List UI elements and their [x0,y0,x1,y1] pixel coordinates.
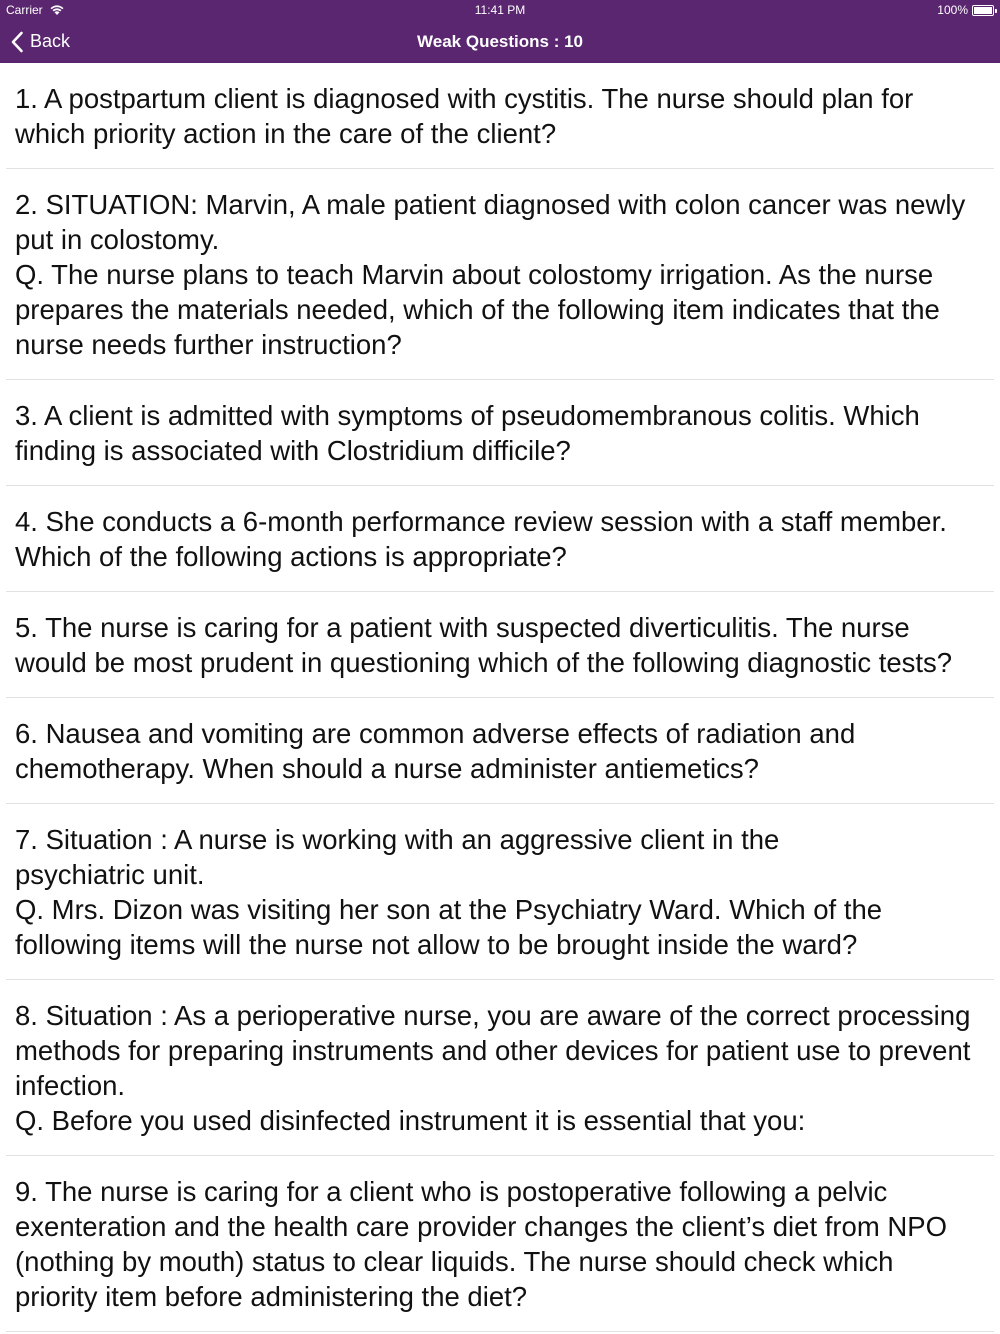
status-right [937,3,994,17]
status-bar [0,0,1000,20]
navigation-bar [0,20,1000,63]
question-item-3[interactable] [6,380,994,486]
battery-icon [972,5,994,16]
question-item-4[interactable] [6,486,994,592]
question-item-5[interactable] [6,592,994,698]
question-text: 7. Situation : A nurse is working with an aggressive client in the psychiatric unit. Q. Mrs. Dizon was visiting her son at the Psychiatry Ward. Which of the following items will the nurse not allow to be brought inside the ward? [15,824,883,960]
question-text: 5. The nurse is caring for a patient with suspected diverticulitis. The nurse would be most prudent in questioning which of the following diagnostic tests? [15,612,953,678]
question-text: 4. She conducts a 6-month performance review session with a staff member. Which of the following actions is appropriate? [15,506,947,572]
weak-questions-list [0,63,1000,1332]
question-text: 1. A postpartum client is diagnosed with cystitis. The nurse should plan for which priority action in the care of the client? [15,83,914,149]
question-item-2[interactable] [6,169,994,380]
question-item-7[interactable] [6,804,994,980]
page-title: Weak Questions : 10 [417,32,583,51]
question-item-6[interactable] [6,698,994,804]
status-time: 11:41 PM [474,3,526,17]
question-item-9[interactable] [6,1156,994,1332]
top-bar [0,0,1000,63]
question-item-8[interactable] [6,980,994,1156]
question-item-1[interactable] [6,63,994,169]
question-text: 3. A client is admitted with symptoms of pseudomembranous colitis. Which finding is associated with Clostridium difficile? [15,400,920,466]
carrier-label: Carrier [6,3,43,17]
question-text: 2. SITUATION: Marvin, A male patient diagnosed with colon cancer was newly put in colostomy. Q. The nurse plans to teach Marvin about colostomy irrigation. As the nurse prepares the materials needed, which of the following item indicates that the nurse needs further instruction? [15,189,966,360]
battery-percent: 100% [937,3,968,17]
back-label: Back [30,31,71,51]
question-text: 6. Nausea and vomiting are common adverse effects of radiation and chemotherapy. When should a nurse administer antiemetics? [15,718,856,784]
question-text: 9. The nurse is caring for a client who is postoperative following a pelvic exenteration and the health care provider changes the client’s diet from NPO (nothing by mouth) status to clear liquids. The nurse should check which priority item before administering the diet? [15,1176,947,1312]
question-text: 8. Situation : As a perioperative nurse, you are aware of the correct processing methods for preparing instruments and other devices for patient use to prevent infection. Q. Before you used disinfected instrument it is essential that you: [15,1000,971,1136]
